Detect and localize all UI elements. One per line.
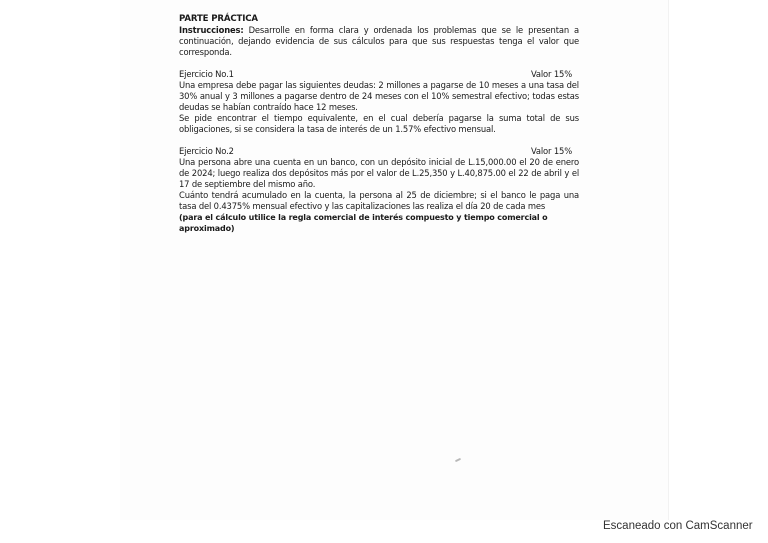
instructions: [179, 25, 579, 58]
exercise-title: Ejercicio No.1: [179, 69, 234, 79]
instructions-text: Desarrolle en forma clara y ordenada los problemas que se le presentan a continuación, dejando evidencia de sus cálculos para que sus respuestas tenga el valor que corresponda.: [179, 25, 579, 57]
exercise-1: [179, 69, 579, 135]
camscanner-watermark: Escaneado con CamScanner: [603, 520, 753, 532]
exercise-paragraph: Una persona abre una cuenta en un banco, con un depósito inicial de L.15,000.00 el 20 de enero de 2024; luego realiza dos depósitos más por el valor de L.25,350 y L.40,875.00 el 22 de abril y el 17 de septiembre del mismo año.: [179, 157, 579, 189]
exercise-header: [179, 69, 579, 80]
exercise-value: Valor 15%: [530, 69, 572, 79]
exercise-header: [179, 146, 579, 157]
exercise-paragraph: Se pide encontrar el tiempo equivalente, en el cual debería pagarse la suma total de sus obligaciones, si se considera la tasa de interés de un 1.57% efectivo mensual.: [179, 113, 579, 134]
document-content: [179, 14, 579, 234]
exercise-paragraph: Una empresa debe pagar las siguientes deudas: 2 millones a pagarse de 10 meses a una tasa del 30% anual y 3 millones a pagarse dentro de 24 meses con el 10% semestral efectivo; todas estas deudas se habían contraído hace 12 meses.: [179, 80, 579, 112]
exercise-paragraph: Cuánto tendrá acumulado en la cuenta, la persona al 25 de diciembre; si el banco le paga una tasa del 0.4375% mensual efectivo y las capitalizaciones las realiza el día 20 de cada mes: [179, 190, 579, 211]
exercise-note: (para el cálculo utilice la regla comercial de interés compuesto y tiempo comercial o aproximado): [179, 213, 548, 233]
exercise-2: [179, 146, 579, 234]
section-title: PARTE PRÁCTICA: [179, 14, 258, 24]
exercise-title: Ejercicio No.2: [179, 146, 234, 156]
exercise-value: Valor 15%: [530, 146, 572, 156]
instructions-label: Instrucciones:: [179, 25, 244, 35]
